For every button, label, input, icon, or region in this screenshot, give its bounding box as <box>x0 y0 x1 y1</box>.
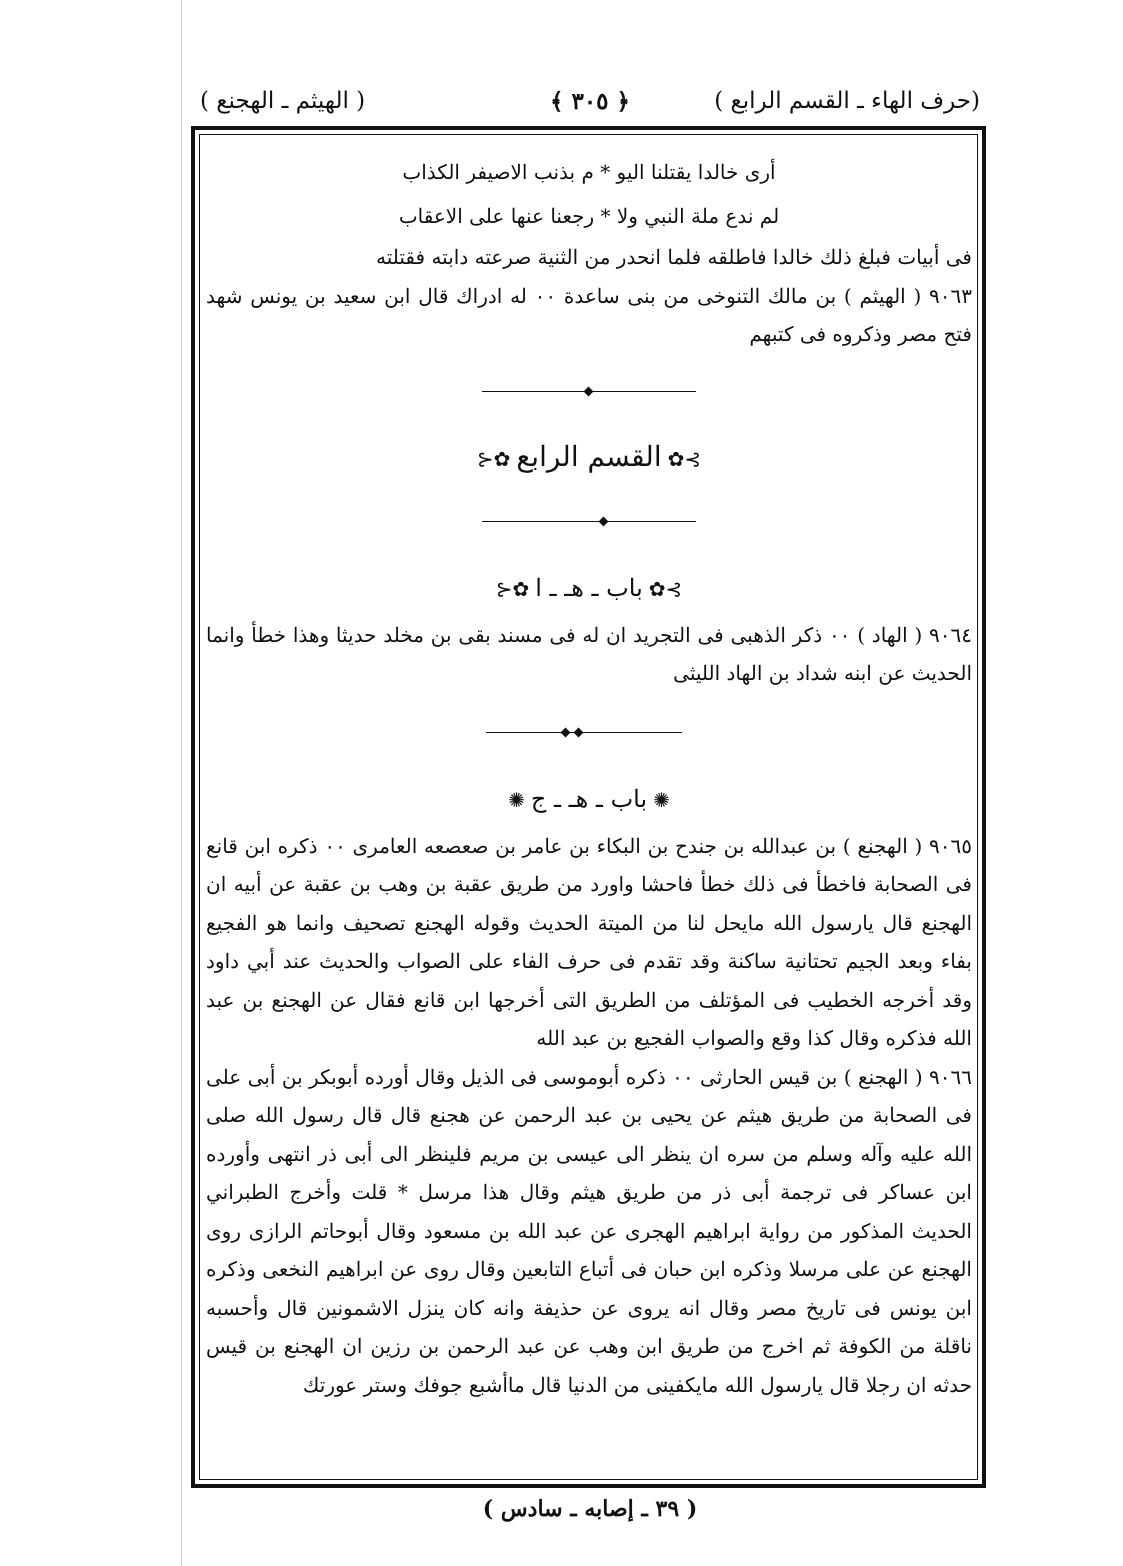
section-heading <box>204 424 974 490</box>
ornament-left-icon: ✿⊰ <box>495 576 530 601</box>
section-title: القسم الرابع <box>516 439 662 473</box>
ornament-right-icon: ⊱✿ <box>667 446 702 471</box>
bab-heading <box>204 771 974 827</box>
poem-line-1: أرى خالدا يقتلنا اليو * م بذنب الاصيفر الكذاب <box>402 160 776 184</box>
ornament-left-icon: ✿⊰ <box>476 446 511 471</box>
bab-title: باب ـ هـ ـ ج <box>530 784 648 813</box>
paragraph-continuation: فى أبيات فبلغ ذلك خالدا فاطلقه فلما انحدر من الثنية صرعته دابته فقتلته <box>376 245 972 269</box>
footer-signature: ( ٣٩ ـ إصابه ـ سادس ) <box>482 1496 698 1522</box>
ornament-left-icon: ✺ <box>508 787 525 812</box>
page-margin-rule <box>181 0 182 1566</box>
entry-9064: ٩٠٦٤ ( الهاد ) ٠٠ ذكر الذهبى فى التجريد ان له فى مسند بقى بن مخلد حديثا وهذا خطأ وانما الحديث عن ابنه شداد بن الهاد الليثى <box>206 622 972 685</box>
ornament-right-icon: ⊱✿ <box>648 576 683 601</box>
running-header <box>200 88 980 128</box>
ornament-right-icon: ✺ <box>653 787 670 812</box>
bab-title: باب ـ هـ ـ ا <box>535 573 643 602</box>
entry-9063: ٩٠٦٣ ( الهيثم ) بن مالك التنوخى من بنى ساعدة ٠٠ له ادراك قال ابن سعيد بن يونس شهد فتح مصر وذكروه فى كتبهم <box>206 283 972 346</box>
entry-9065: ٩٠٦٥ ( الهجنع ) بن عبدالله بن جندح بن البكاء بن عامر بن صعصعه العامرى ٠٠ ذكره ابن قانع فى الصحابة فاخطأ فى ذلك خطأ فاحشا واورد من طريق عقبة بن وهب بن عقبة عن أبيه ان الهجنع قال يارسول الله مايحل لنا من الميتة الحديث وقوله الهجنع تصحيف وانما هو الفجيع بفاء وبعد الجيم تحتانية ساكنة وقد تقدم فى حرف الفاء على الصواب والحديث عند أبي داود وقد أخرجه الخطيب فى المؤتلف من الطريق التى أخرجها ابن قانع فقال عن الهجنع بن عبد الله فذكره وقال كذا وقع والصواب الفجيع بن عبد الله <box>206 833 973 1050</box>
page-number: ﴿ ٣٠٥ ﴾ <box>549 88 631 115</box>
header-entries: ( الهيثم ـ الهجنع ) <box>200 88 366 114</box>
separator-rule <box>204 380 974 404</box>
separator-rule <box>204 510 974 534</box>
separator-rule <box>204 721 974 745</box>
bab-heading <box>204 560 974 616</box>
page-content <box>204 140 974 1476</box>
header-chapter: (حرف الهاء ـ القسم الرابع ) <box>714 88 980 114</box>
poem-line-2: لم ندع ملة النبي ولا * رجعنا عنها على الاعقاب <box>398 204 780 228</box>
entry-9066: ٩٠٦٦ ( الهجنع ) بن قيس الحارثى ٠٠ ذكره أبوموسى فى الذيل وقال أورده أبوبكر بن أبى على فى الصحابة من طريق هيثم عن يحيى بن عبد الرحمن عن هجنع قال قال رسول الله صلى الله عليه وآله وسلم من سره ان ينظر الى عيسى بن مريم فلينظر الى أبى ذر انتهى وأورده ابن عساكر فى ترجمة أبى ذر من طريق هيثم وقال هذا مرسل * قلت وأخرج الطبراني الحديث المذكور من رواية ابراهيم الهجرى عن عبد الله بن مسعود وقال أبوحاتم الرازى روى الهجنع عن على مرسلا وذكره ابن حبان فى أتباع التابعين وقال روى عن ابراهيم النخعى وذكره ابن يونس فى تاريخ مصر وقال انه يروى عن حذيفة وانه كان ينزل الاشمونين قال وأحسبه ناقلة من الكوفة ثم اخرج من طريق ابن وهب عن عبد الرحمن بن رزين ان الهجنع بن قيس حدثه ان رجلا قال يارسول الله مايكفينى من الدنيا قال ماأشبع جوفك وستر عورتك <box>206 1064 973 1397</box>
